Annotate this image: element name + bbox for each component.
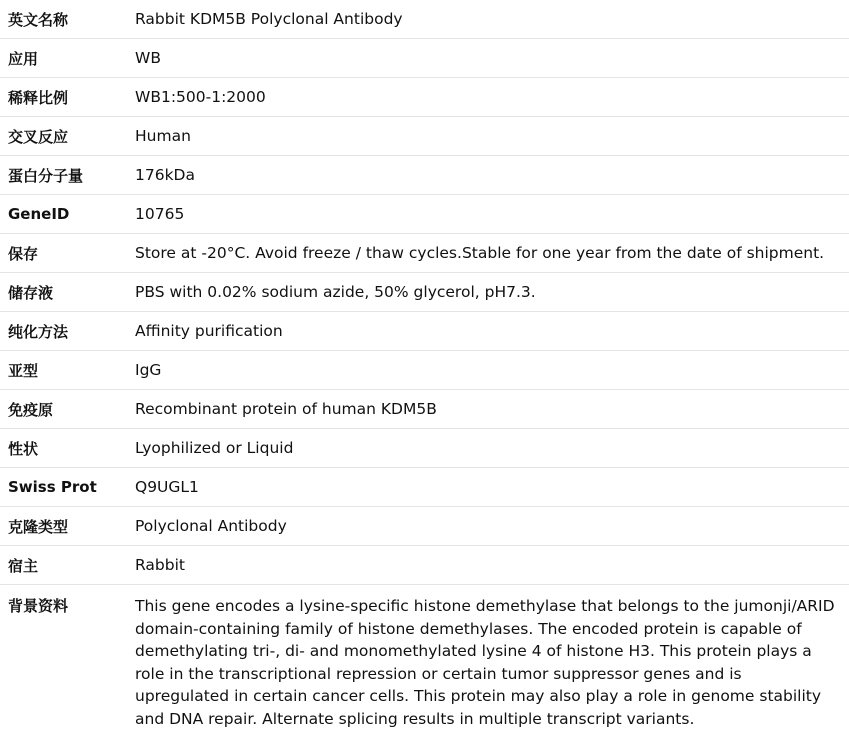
field-label: 背景资料 — [8, 597, 69, 615]
field-label: 蛋白分子量 — [0, 156, 126, 195]
row-host — [0, 546, 849, 585]
field-label: 克隆类型 — [0, 507, 126, 546]
row-swiss-prot — [0, 468, 849, 507]
field-label: GeneID — [0, 195, 126, 234]
row-reactivity — [0, 117, 849, 156]
background-description: This gene encodes a lysine-specific histone demethylase that belongs to the jumonji/ARID domain-containing family of histone demethylases. The encoded protein is capable of demethylating tri-, di- and monomethylated lysine 4 of histone H3. This protein plays a role in the transcriptional repression or certain tumor suppressor genes and is upregulated in certain cancer cells. This protein may also play a role in genome stability and DNA repair. Alternate splicing results in multiple transcript variants. — [135, 597, 835, 728]
row-storage — [0, 234, 849, 273]
row-english-name — [0, 0, 849, 39]
field-value: WB1:500-1:2000 — [126, 78, 849, 117]
field-label: 交叉反应 — [0, 117, 126, 156]
field-value: Affinity purification — [126, 312, 849, 351]
row-application — [0, 39, 849, 78]
field-value: Rabbit — [126, 546, 849, 585]
row-background — [0, 585, 849, 731]
field-label: 纯化方法 — [0, 312, 126, 351]
row-dilution — [0, 78, 849, 117]
field-value: Lyophilized or Liquid — [126, 429, 849, 468]
field-value: PBS with 0.02% sodium azide, 50% glycerol, pH7.3. — [126, 273, 849, 312]
row-clonality — [0, 507, 849, 546]
field-label: 保存 — [0, 234, 126, 273]
field-value: Rabbit KDM5B Polyclonal Antibody — [126, 0, 849, 39]
field-label: 亚型 — [0, 351, 126, 390]
field-value: Polyclonal Antibody — [126, 507, 849, 546]
field-label: 宿主 — [0, 546, 126, 585]
field-label: Swiss Prot — [0, 468, 126, 507]
field-label: 英文名称 — [0, 0, 126, 39]
row-form — [0, 429, 849, 468]
field-value: Recombinant protein of human KDM5B — [126, 390, 849, 429]
field-value: IgG — [126, 351, 849, 390]
field-value: Store at -20°C. Avoid freeze / thaw cycles.Stable for one year from the date of shipment. — [126, 234, 849, 273]
row-buffer — [0, 273, 849, 312]
field-label: 稀释比例 — [0, 78, 126, 117]
field-value: Q9UGL1 — [126, 468, 849, 507]
field-label: 性状 — [0, 429, 126, 468]
row-isotype — [0, 351, 849, 390]
field-label: 免疫原 — [0, 390, 126, 429]
field-value: 176kDa — [126, 156, 849, 195]
row-purification — [0, 312, 849, 351]
field-value: 10765 — [126, 195, 849, 234]
row-immunogen — [0, 390, 849, 429]
row-molecular-weight — [0, 156, 849, 195]
field-label: 应用 — [0, 39, 126, 78]
field-label: 储存液 — [0, 273, 126, 312]
row-gene-id — [0, 195, 849, 234]
field-value: WB — [126, 39, 849, 78]
field-value: Human — [126, 117, 849, 156]
